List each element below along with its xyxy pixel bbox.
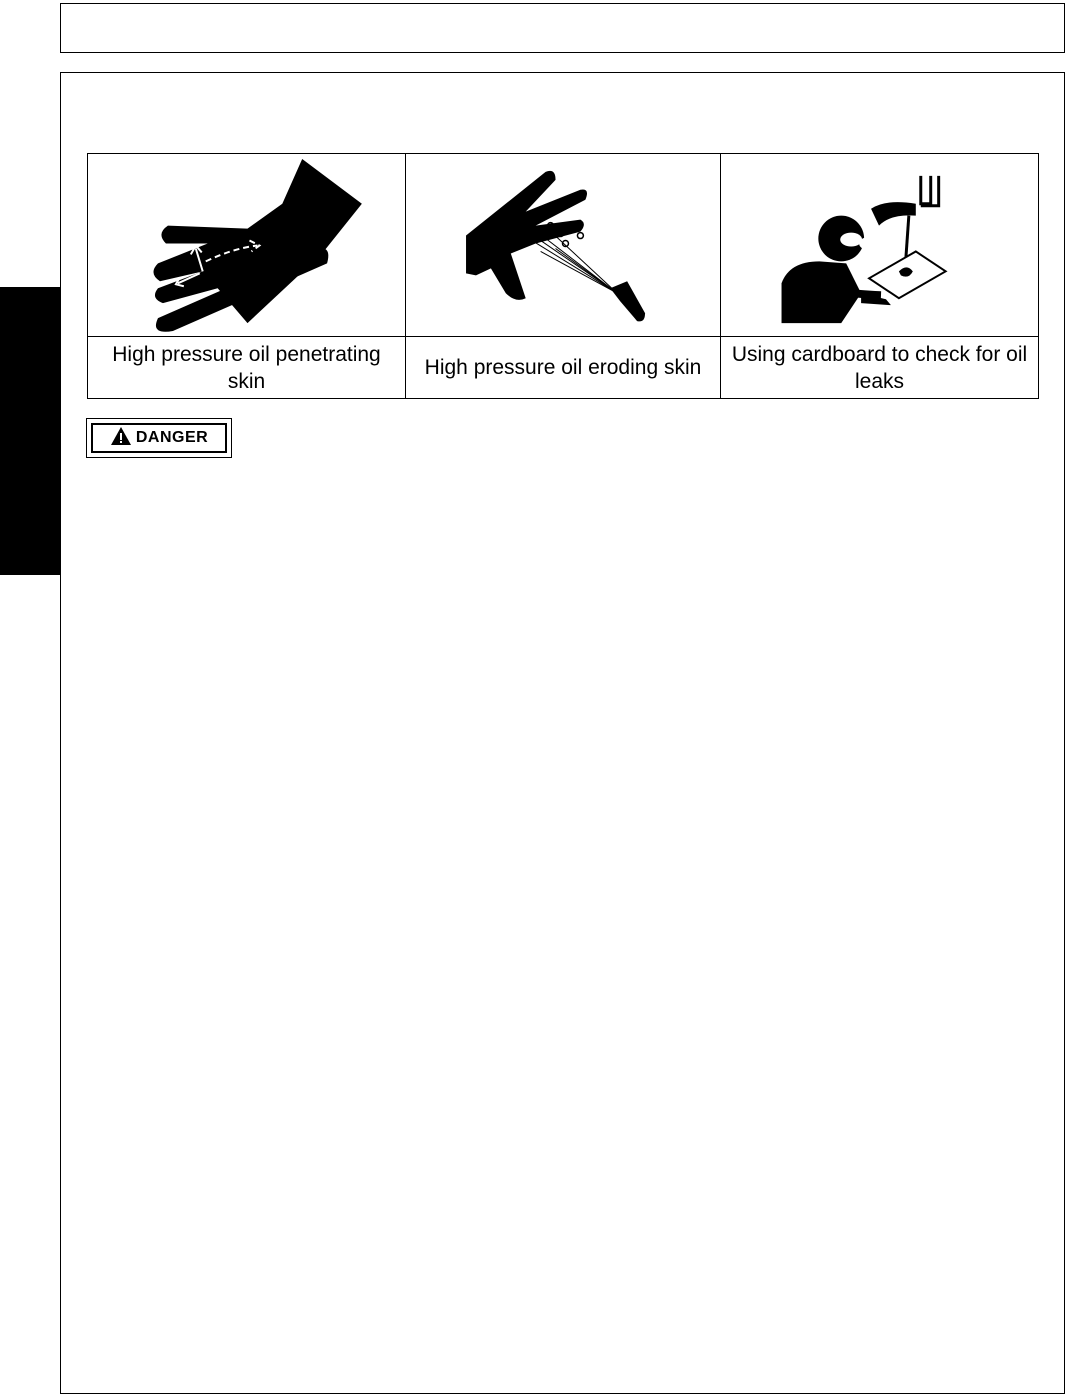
- section-side-tab: [0, 287, 61, 575]
- figure-panel-cardboard: [721, 154, 1038, 398]
- panel-caption: High pressure oil eroding skin: [424, 356, 702, 379]
- panel-caption: High pressure oil penetrating skin: [112, 342, 381, 393]
- hand-spray-icon: [406, 154, 720, 337]
- danger-text: DANGER: [135, 429, 209, 446]
- panel-caption: Using cardboard to check for oil leaks: [731, 342, 1028, 393]
- danger-label: [86, 418, 232, 458]
- figure-panel-erosion: [406, 154, 721, 398]
- hand-penetration-icon: [88, 154, 405, 337]
- hydraulic-safety-figure: [87, 153, 1039, 399]
- figure-panel-penetration: [88, 154, 406, 398]
- cardboard-check-icon: [721, 154, 1038, 337]
- warning-triangle-icon: [110, 426, 132, 451]
- page-header-box: [60, 3, 1065, 53]
